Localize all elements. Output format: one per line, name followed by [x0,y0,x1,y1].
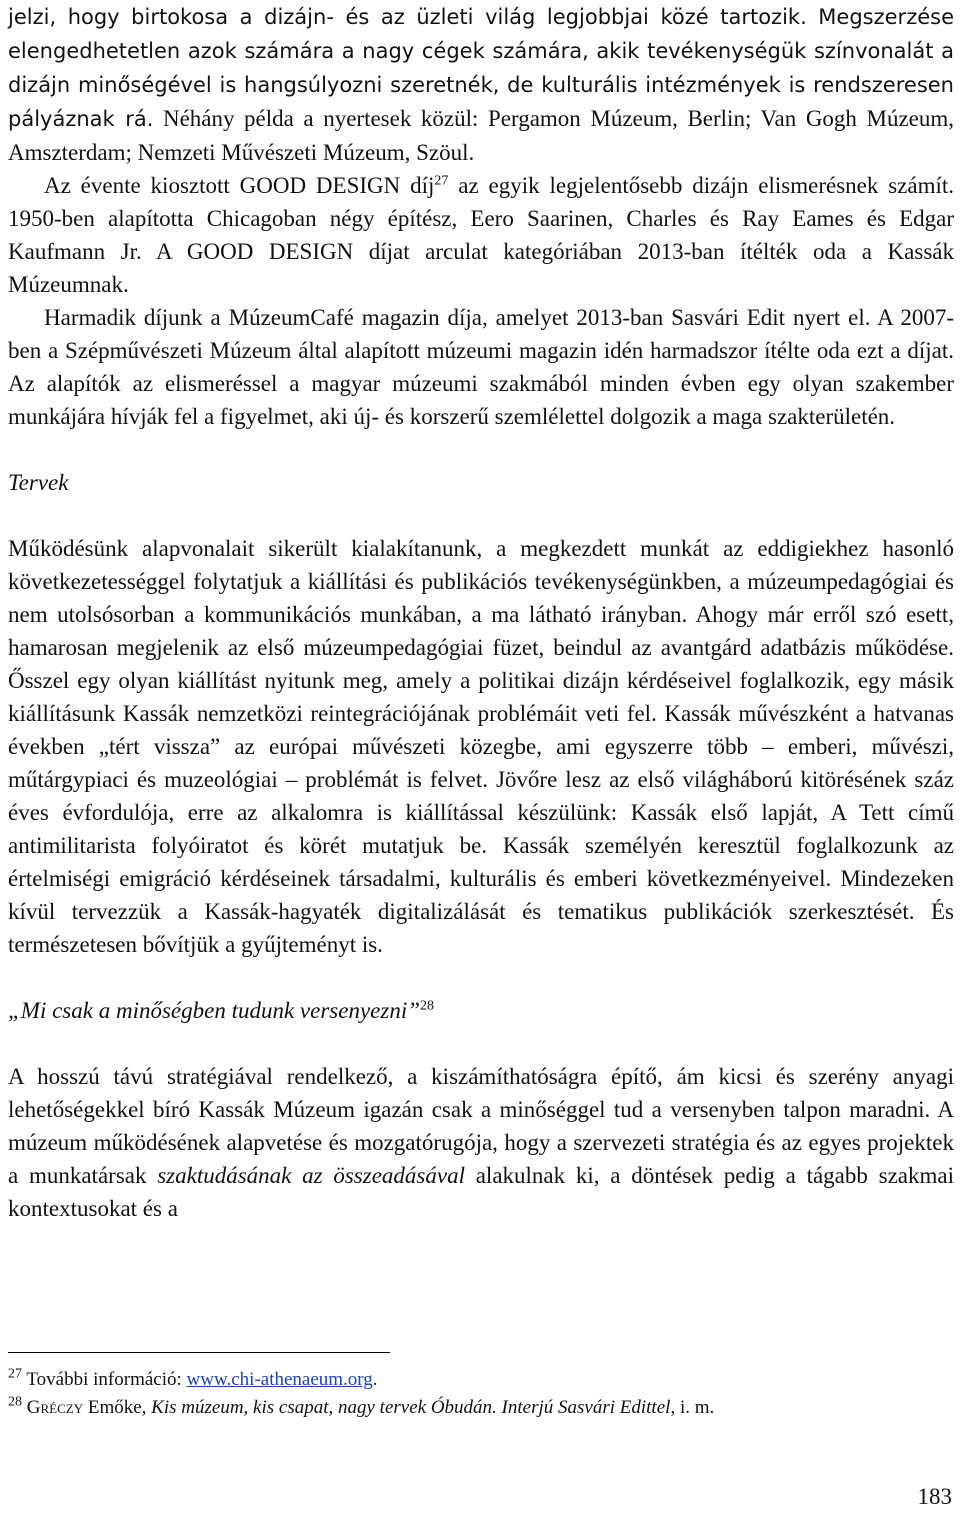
footnote-ref-28[interactable]: 28 [420,998,435,1014]
footnote-author: Gréczy [26,1397,84,1418]
page-body [8,0,954,1225]
footnote-title: Kis múzeum, kis csapat, nagy tervek Óbudán. Interjú Sasvári Edittel [151,1397,671,1418]
footnote-mark: 27 [8,1366,22,1382]
paragraph-tervek: Működésünk alapvonalait sikerült kialakítanunk, a megkezdett munkát az eddigiekhez hasonló következetességgel folytatjuk a kiállítási és publikációs tevékenységünkben, a múzeumpedagógiai és nem utolsósorban a kommunikációs munkában, a ma látható irányban. Ahogy már erről szó esett, hamarosan megjelenik az első múzeumpedagógiai füzet, beindul az avantgárd adatbázis működése. Ősszel egy olyan kiállítást nyitunk meg, amely a politikai dizájn kérdéseivel foglalkozik, egy másik kiállításunk Kassák nemzetközi reintegrációjának problémáit veti fel. Kassák művészként a hatvanas években „tért vissza” az európai művészeti közegbe, ami egyszerre több – emberi, művészi, műtárgypiaci és muzeológiai – problémát is felvet. Jövőre lesz az első világháború kitörésének száz éves évfordulója, erre az alkalomra is kiállítással készülünk: Kassák első lapját, A Tett című antimilitarista folyóiratot és körét mutatjuk be. Kassák személyén keresztül foglalkozunk az értelmiségi emigráció kérdéseinek társadalmi, kulturális és emberi következményeivel. Mindezeken kívül tervezzük a Kassák-hagyaték digitalizálását és tematikus publikációk szerkesztését. És természetesen bővítjük a gyűjteményt is. [8,536,954,957]
footnote-divider [8,1352,390,1353]
paragraph-text: Néhány példa a nyertesek közül: Pergamon Múzeum, Berlin; Van Gogh Múzeum, Amszterdam; Nemzeti Művészeti Múzeum, Szöul. [8,106,955,165]
footnote-ref-27[interactable]: 27 [434,173,449,189]
section-heading-tervek: Tervek [8,470,69,495]
emphasis-text: szaktudásának az összeadásával [157,1163,465,1188]
paragraph-good-design [8,169,954,301]
paragraph-text: A 2007-ben a Szépművészeti Múzeum által alapított múzeumi magazin idén harmadszor ítélte oda ezt a díjat. [8,305,955,363]
footnote-28 [8,1396,714,1420]
paragraph-text: A hosszú távú stratégiával rendelkező, a kiszámíthatóságra építő, ám kicsi és szerény anyagi lehetőségekkel bíró Kassák Múzeum igazán csak a minőséggel tud a versenyben talpon maradni. A múzeum működésének alapvetése és mozgatórugója, hogy a szervezeti stratégia és az egyes projektek a munkatársak [8,1064,954,1188]
paragraph-text: Az alapítók az elismeréssel a magyar múzeumi szakmából minden évben egy olyan szakember munkájára hívják fel a figyelmet, aki új- és korszerű szemlélettel dolgozik a maga szakterületén. [8,371,954,429]
paragraph-text: alakulnak ki, a döntések pedig a tágabb szakmai kontextusokat és a [8,1163,954,1221]
footnote-27 [8,1368,378,1392]
footnote-text: Emőke, [83,1397,152,1418]
page-number: 183 [917,1484,952,1509]
heading-text: „Mi csak a minőségben tudunk versenyezni” [8,998,421,1023]
footnote-text: , i. m. [670,1397,715,1418]
paragraph-text: Az évente kiosztott GOOD DESIGN díj [44,173,435,198]
paragraph-strategy [8,1060,954,1225]
paragraph-text: az egyik legjelentősebb dizájn elismerésnek számít. [448,173,954,198]
footnote-mark: 28 [8,1394,22,1410]
paragraph-museumcafe [8,301,954,433]
footnote-text: . [372,1369,378,1390]
paragraph-intro [8,0,954,169]
footnote-text: További információ: [22,1369,187,1390]
section-heading-quote [8,994,954,1027]
footnote-link[interactable]: www.chi-athenaeum.org [186,1369,373,1390]
paragraph-text: A GOOD DESIGN díjat arculat kategóriában 2013-ban ítélték oda a Kassák Múzeumnak. [8,239,954,297]
paragraph-text: jelzi, hogy birtokosa a dizájn- és az üzleti világ legjobbjai közé tartozik. Megszerzése elengedhetetlen azok számára a nagy cégek számára, akik tevékenységük színvonalát a dizájn minőségével is hangsúlyozni szeretnék, de kulturális intézmények is rendszeresen pályáznak rá. [8,5,954,131]
paragraph-text: Harmadik díjunk a MúzeumCafé magazin díja, amelyet 2013-ban Sasvári Edit nyert el. [44,305,871,330]
paragraph-text: 1950-ben alapította Chicagoban négy építész, Eero Saarinen, Charles és Ray Eames és Edgar Kaufmann Jr. [8,206,954,264]
